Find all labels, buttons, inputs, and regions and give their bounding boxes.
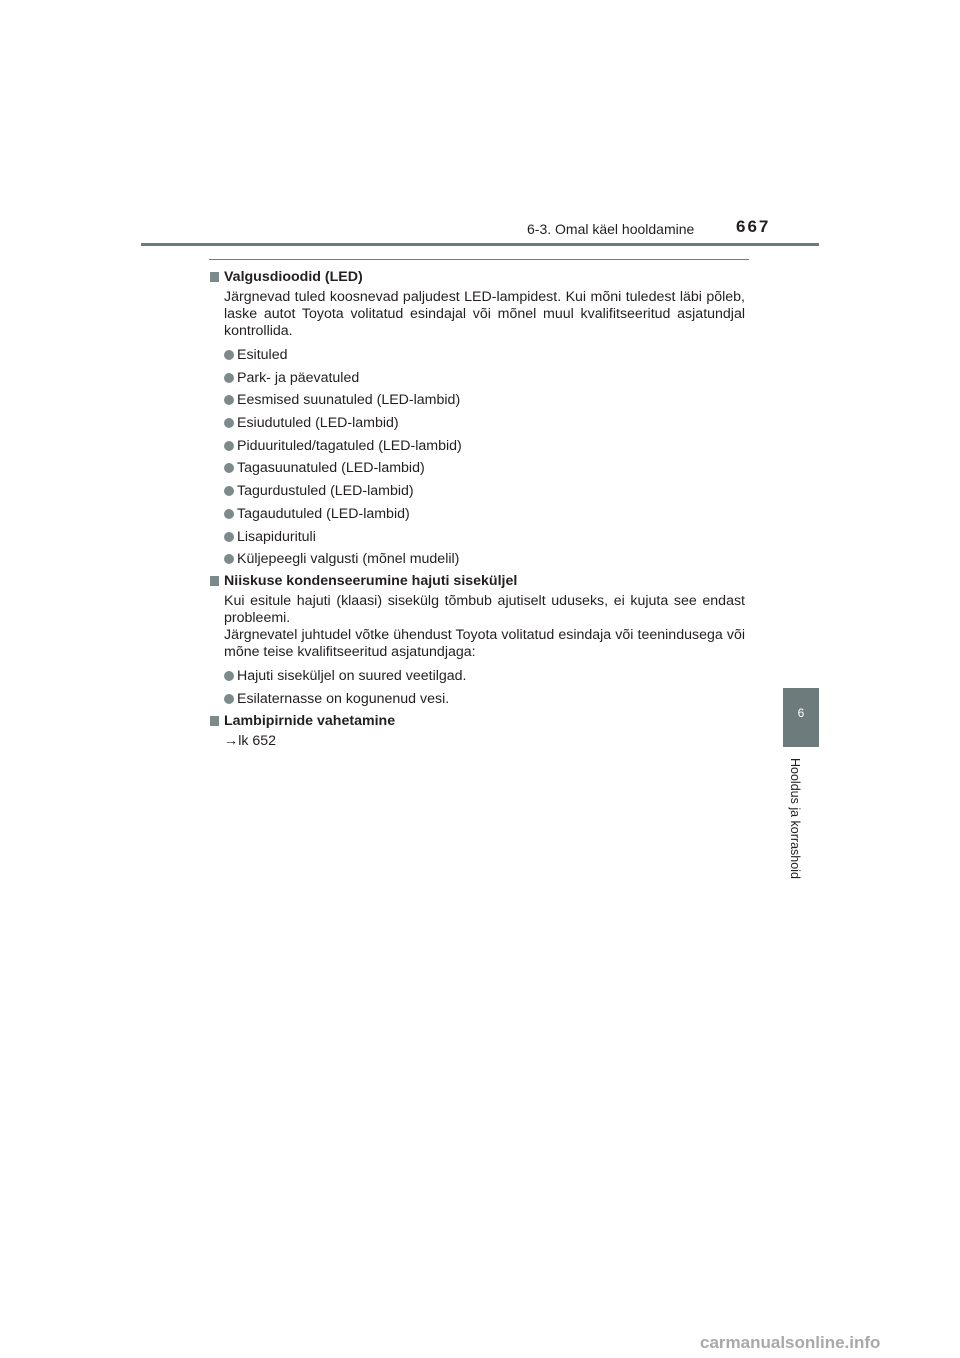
list-item: Park- ja päevatuled [209,370,745,387]
heading-text: Niiskuse kondenseerumine hajuti siseküljel [224,573,518,590]
paragraph-led: Järgnevad tuled koosnevad paljudest LED-lampidest. Kui mõni tuledest läbi põleb, laske autot Toyota volitatud esindajal või mõnel muul kvalifitseeritud asjatundjal kontrollida. [224,289,745,339]
heading-led [209,269,745,286]
list-item: Tagasuunatuled (LED-lambid) [209,460,745,477]
heading-bulb-replacement [209,713,745,730]
bullet-dot-icon [224,441,234,451]
bullet-dot-icon [224,694,234,704]
chapter-tab [783,688,819,747]
square-bullet-icon [210,272,219,282]
list-item: Tagaudutuled (LED-lambid) [209,506,745,523]
paragraph-condensation-2: Järgnevatel juhtudel võtke ühendust Toyota volitatud esindaja või teenindusega või mõne teise kvalifitseeritud asjatundjaga: [224,627,745,661]
list-item: Hajuti siseküljel on suured veetilgad. [209,668,745,685]
page-number: 667 [736,217,771,236]
heading-condensation [209,573,745,590]
chapter-label: Hooldus ja korrashoid [788,758,802,879]
list-item: Esilaternasse on kogunenud vesi. [209,691,745,708]
page-reference[interactable] [209,733,745,750]
bullet-dot-icon [224,350,234,360]
paragraph-condensation-1: Kui esitule hajuti (klaasi) sisekülg tõmbub ajutiselt uduseks, ei kujuta see endast probleemi. [224,593,745,627]
list-item: Esituled [209,347,745,364]
bullet-dot-icon [224,554,234,564]
watermark: carmanualsonline.info [700,1333,881,1352]
list-item: Eesmised suunatuled (LED-lambid) [209,392,745,409]
square-bullet-icon [210,576,219,586]
list-item: Tagurdustuled (LED-lambid) [209,483,745,500]
section-title: 6-3. Omal käel hooldamine [527,221,695,237]
bullet-dot-icon [224,671,234,681]
page-content [209,264,745,750]
list-item: Lisapidurituli [209,529,745,546]
list-item: Esiudutuled (LED-lambid) [209,415,745,432]
bullet-dot-icon [224,486,234,496]
header-divider [141,243,819,246]
bullet-dot-icon [224,373,234,383]
content-divider [209,259,749,260]
bullet-dot-icon [224,395,234,405]
list-item: Küljepeegli valgusti (mõnel mudelil) [209,551,745,568]
chapter-number: 6 [797,706,805,720]
square-bullet-icon [210,716,219,726]
page-reference-text[interactable]: lk 652 [238,732,277,749]
bullet-dot-icon [224,463,234,473]
bullet-dot-icon [224,532,234,542]
heading-text: Valgusdioodid (LED) [224,269,363,285]
arrow-right-icon: → [224,732,239,749]
list-item: Piduurituled/tagatuled (LED-lambid) [209,438,745,455]
bullet-dot-icon [224,418,234,428]
heading-text: Lambipirnide vahetamine [224,712,396,729]
bullet-dot-icon [224,509,234,519]
